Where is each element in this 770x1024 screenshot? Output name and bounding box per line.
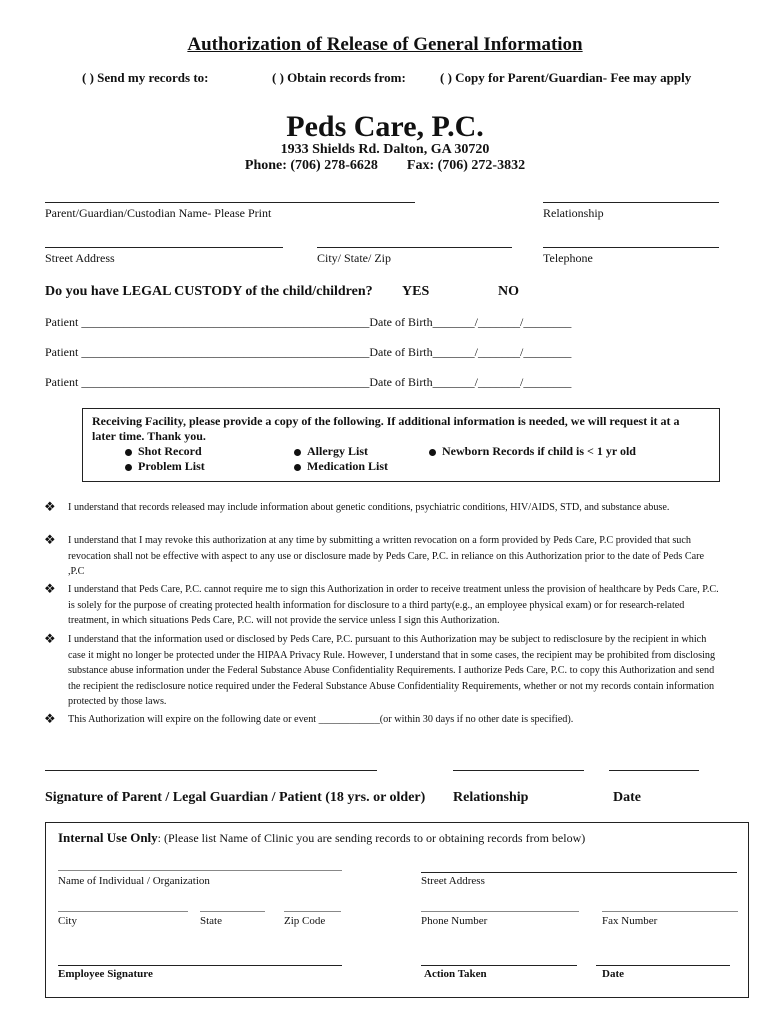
internal-use-title: Internal Use Only [58,830,158,845]
item-newborn-records: Newborn Records if child is < 1 yr old [429,444,636,459]
org-fax: Fax: (706) 272-3832 [406,158,526,173]
diamond-bullet-icon: ❖ [44,581,56,596]
city-line[interactable] [58,911,188,912]
guardian-name-label: Parent/Guardian/Custodian Name- Please Print [45,206,272,220]
diamond-bullet-icon: ❖ [44,711,56,726]
relationship-label: Relationship [543,206,604,220]
org-name: Peds Care, P.C. [286,110,484,143]
signature-label: Signature of Parent / Legal Guardian / Patient (18 yrs. or older) [45,790,426,805]
option-send-records[interactable]: ( ) Send my records to: [82,70,209,85]
patient-row-2[interactable]: Patient ________________________________________________Date of Birth_______/_______/________ [45,345,572,359]
diamond-bullet-icon: ❖ [44,499,56,514]
internal-use-note: : (Please list Name of Clinic you are sending records to or obtaining records from below) [157,831,586,845]
bullet-icon [125,464,132,471]
employee-sig-line[interactable] [58,965,342,966]
city-label: City [58,915,77,927]
sig-date-label: Date [613,790,641,805]
street-internal-line[interactable] [421,872,737,873]
receiving-text-1: Receiving Facility, please provide a copy of the following. If additional information is needed, we will request it at a [92,414,680,428]
org-address: 1933 Shields Rd. Dalton, GA 30720 [280,142,490,157]
item-shot-record: Shot Record [125,444,202,459]
patient-row-1[interactable]: Patient ________________________________________________Date of Birth_______/_______/________ [45,315,572,329]
option-obtain-records[interactable]: ( ) Obtain records from: [272,70,406,85]
receiving-text-2: later time. Thank you. [92,429,206,443]
patient-row-3[interactable]: Patient ________________________________________________Date of Birth_______/_______/________ [45,375,572,389]
option-copy-parent[interactable]: ( ) Copy for Parent/Guardian- Fee may apply [440,70,692,85]
guardian-name-line[interactable] [45,202,415,203]
internal-use-header [58,830,585,846]
action-taken-label: Action Taken [424,968,487,980]
statement-2: I understand that I may revoke this authorization at any time by submitting a written revocation on a form provided by Peds Care, P.C provided that such revocation shall not be effective with aspect to any use or disclosure made by Peds Care, P.C. in reliance on this Authorization prior to the date of Peds Care ,P.C [68,535,705,578]
statement-4: I understand that the information used or disclosed by Peds Care, P.C. pursuant to this Authorization may be subject to redisclosure by the recipient in which case it might no longer be protected under the HIPAA Privacy Rule. However, I understand that in some cases, the recipient may be prohibited from disclosing substance abuse information under the Federal Substance Abuse Confidentiality Requirements. I authorize Peds Care, P.C. to copy this Authorization and send the recipient the redisclosure notice required under the Federal Substance Abuse Confidentiality Requirements, whether or not my records contain information protected by those laws. [68,634,716,708]
sig-relationship-label: Relationship [453,790,529,805]
state-label: State [200,915,222,927]
zip-line[interactable] [284,911,341,912]
receiving-facility-box [82,408,720,482]
signature-line[interactable] [45,770,377,771]
diamond-bullet-icon: ❖ [44,532,56,547]
street-internal-label: Street Address [421,875,485,887]
diamond-bullet-icon: ❖ [44,631,56,646]
custody-yes[interactable]: YES [402,284,430,299]
item-medication-list: Medication List [294,459,388,474]
org-phone: Phone: (706) 278-6628 [244,158,378,173]
telephone-label: Telephone [543,251,593,265]
org-contact [0,158,770,174]
bullet-icon [294,464,301,471]
item-problem-list: Problem List [125,459,205,474]
statement-5[interactable]: This Authorization will expire on the following date or event ____________(or within 30 days if no other date is specified). [68,714,574,725]
sig-date-line[interactable] [609,770,699,771]
bullet-icon [294,449,301,456]
state-line[interactable] [200,911,265,912]
phone-internal-line[interactable] [421,911,579,912]
name-org-label: Name of Individual / Organization [58,875,210,887]
item-allergy-list: Allergy List [294,444,368,459]
street-line[interactable] [45,247,283,248]
city-state-zip-line[interactable] [317,247,512,248]
internal-date-line[interactable] [596,965,730,966]
statement-1: I understand that records released may include information about genetic conditions, psychiatric conditions, HIV/AIDS, STD, and substance abuse. [68,502,670,513]
city-state-zip-label: City/ State/ Zip [317,251,391,265]
bullet-icon [125,449,132,456]
fax-internal-line[interactable] [602,911,738,912]
custody-question: Do you have LEGAL CUSTODY of the child/children? [45,284,373,299]
name-org-line[interactable] [58,870,342,871]
zip-label: Zip Code [284,915,326,927]
bullet-icon [429,449,436,456]
relationship-line[interactable] [543,202,719,203]
statement-3: I understand that Peds Care, P.C. cannot require me to sign this Authorization in order to receive treatment unless the provision of healthcare by Peds Care, P.C. is solely for the purpose of creating protected health information for disclosure to a third party(e.g., an employee physical exam) or for research-related treatment, in which situations Peds Care, P.C. will not provide the service unless I sign this Authorization. [68,584,719,627]
action-taken-line[interactable] [421,965,577,966]
custody-no[interactable]: NO [498,284,519,299]
fax-internal-label: Fax Number [602,915,658,927]
sig-relationship-line[interactable] [453,770,584,771]
phone-internal-label: Phone Number [421,915,488,927]
street-label: Street Address [45,251,115,265]
telephone-line[interactable] [543,247,719,248]
employee-sig-label: Employee Signature [58,968,153,980]
internal-date-label: Date [602,968,624,980]
form-title: Authorization of Release of General Information [187,34,583,55]
